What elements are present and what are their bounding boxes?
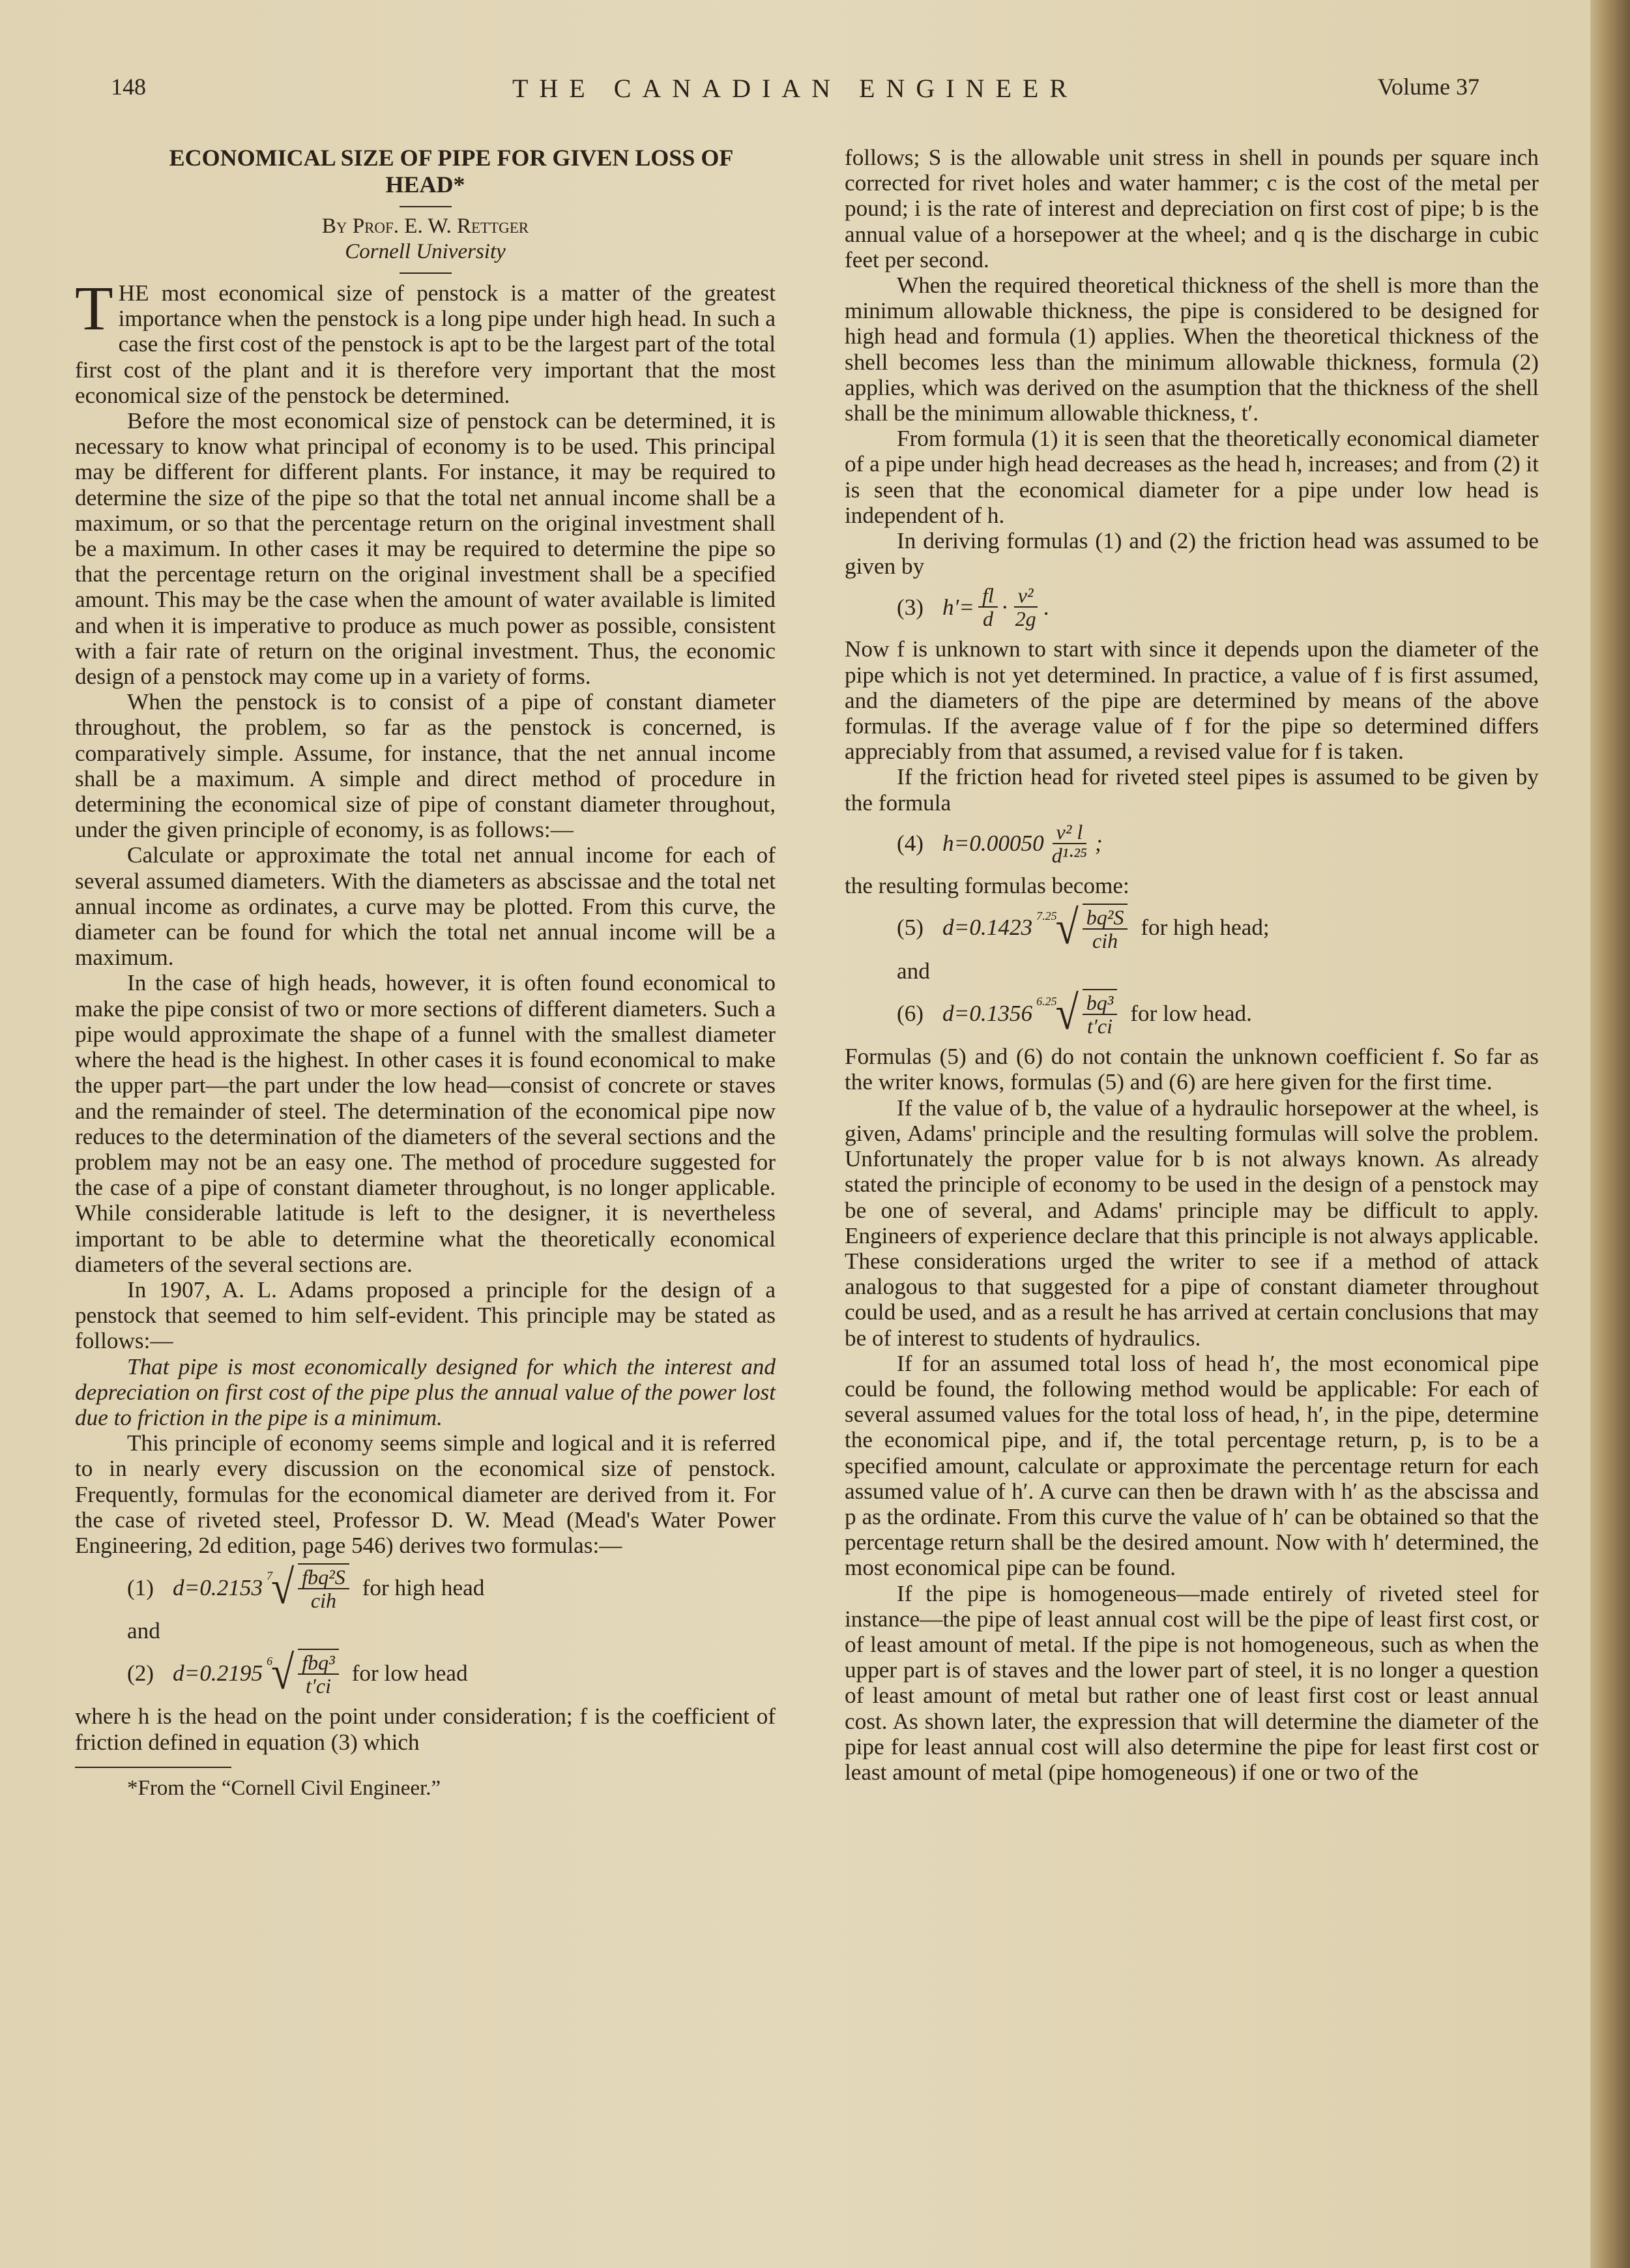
- adams-principle-quote: That pipe is most economically designed for which the interest and depreciation on first cost of the pipe plus the annual value of the power lost due to friction in the pipe is a minimum.: [75, 1353, 776, 1430]
- radical: [267, 1560, 353, 1614]
- formula-number: (3): [897, 594, 924, 620]
- paragraph-r5: Now f is unknown to start with since it depends upon the diameter of the pipe which is not yet determined. In practice, a value of f is first assumed, and the diameters of the pipe are determined by means of the above formulas. If the average value of f for the pipe so determined differs appreciably from that assumed, a revised value for f is taken.: [845, 636, 1539, 765]
- paragraph-r4: In deriving formulas (1) and (2) the friction head was assumed to be given by: [845, 528, 1539, 580]
- publication-title: THE CANADIAN ENGINEER: [512, 74, 1079, 103]
- numerator: bq³: [1083, 992, 1118, 1015]
- formula-condition: for low head.: [1130, 1000, 1252, 1026]
- denominator: t′ci: [305, 1674, 331, 1698]
- formula-number: (2): [127, 1660, 154, 1686]
- paragraph-3: When the penstock is to consist of a pipe of constant diameter throughout, the problem, so far as the penstock is concerned, is comparatively simple. Assume, for instance, that the net annual income shall be a maximum. A simple and direct method of procedure in determining the economical size of pipe of constant diameter throughout, under the given principle of economy, is as follows:—: [75, 689, 776, 843]
- paragraph-r7: the resulting formulas become:: [845, 872, 1129, 898]
- volume-label: Volume 37: [1377, 74, 1479, 100]
- footnote-rule: [75, 1767, 231, 1768]
- formula-6: [845, 986, 1539, 1040]
- root-index: 6.25: [1036, 995, 1057, 1009]
- root-index: 6: [267, 1655, 273, 1668]
- radical-sign-icon: √: [271, 1560, 295, 1614]
- right-column: [845, 145, 1539, 1785]
- paragraph-r6: If the friction head for riveted steel pipes is assumed to be given by the formula: [845, 764, 1539, 816]
- formula-condition: for low head: [351, 1660, 468, 1686]
- formula-lhs: d=0.2153: [173, 1574, 263, 1600]
- radical-sign-icon: √: [1055, 900, 1079, 954]
- paragraph-4: Calculate or approximate the total net annual income for each of several assumed diameters. With the diameters as abscissae and the total net annual income as ordinates, a curve may be plotted. From this curve, the diameter can be found for which the total net annual income will be a maximum.: [75, 842, 776, 971]
- paragraph-r1: follows; S is the allowable unit stress in shell in pounds per square inch corrected for rivet holes and water hammer; c is the cost of the metal per pound; i is the rate of interest and depreciation on first cost of pipe; b is the annual value of a horsepower at the wheel; and q is the discharge in cubic feet per second.: [845, 145, 1539, 272]
- byline: By Prof. E. W. Rettger: [321, 214, 529, 238]
- formula-number: (6): [897, 1000, 924, 1026]
- denominator: cih: [310, 1589, 337, 1613]
- root-index: 7: [267, 1569, 273, 1583]
- and-connector: and: [127, 1618, 160, 1644]
- formula-1: [75, 1560, 776, 1614]
- numerator: fbq³: [298, 1651, 338, 1675]
- radical-sign-icon: √: [271, 1645, 295, 1700]
- drop-cap: T: [75, 273, 113, 343]
- paragraph-r9: If the value of b, the value of a hydraulic horsepower at the wheel, is given, Adams' principle and the resulting formulas will solve the problem. Unfortunately the proper value for b is not always known. As already stated the principle of economy to be used in the design of a penstock may be one of several, and Adams' principle may be difficult to apply. Engineers of experience declare that this principle is not always applicable. These considerations urged the writer to see if a method of attack analogous to that suggested for a pipe of constant diameter throughout could be used, and as a result he has arrived at certain conclusions that may be of interest to students of hydraulics.: [845, 1095, 1539, 1351]
- left-column: [75, 145, 776, 1801]
- paragraph-r11: If the pipe is homogeneous—made entirely of riveted steel for instance—the pipe of least annual cost will be the pipe of least first cost, or of least amount of metal. If the pipe is not homogeneous, such as when the upper part is of staves and the lower part of steel, it is no longer a question of least amount of metal but rather one of least first cost or least annual cost. As shown later, the expression that will determine the diameter of the pipe for least annual cost will also determine the pipe for least first cost or least amount of metal (pipe homogeneous) if one or two of the: [845, 1580, 1539, 1785]
- paragraph-9: where h is the head on the point under consideration; f is the coefficient of friction defined in equation (3) which: [75, 1703, 776, 1755]
- numerator: fbq²S: [298, 1566, 349, 1589]
- paragraph-8: This principle of economy seems simple and logical and it is referred to in nearly every discussion on the economical size of penstock. Frequently, formulas for the economical diameter are derived from it. For the case of riveted steel, Professor D. W. Mead (Mead's Water Power Engineering, 2d edition, page 546) derives two formulas:—: [75, 1430, 776, 1558]
- formula-lhs: d=0.1356: [942, 1000, 1033, 1026]
- paragraph-6: In 1907, A. L. Adams proposed a principle for the design of a penstock that seemed to him self-evident. This principle may be stated as follows:—: [75, 1276, 776, 1354]
- page-number: 148: [111, 74, 146, 100]
- formula-lhs: h=0.00050: [942, 831, 1044, 857]
- formula-condition: for high head: [362, 1574, 485, 1600]
- page-edge: [1590, 0, 1630, 2268]
- formula-lhs: d=0.2195: [173, 1660, 263, 1686]
- title-rule: [400, 206, 452, 207]
- paragraph-2: Before the most economical size of penstock can be determined, it is necessary to know what principal of economy is to be used. This principal may be different for different plants. For instance, it may be required to determine the size of the pipe so that the total net annual income shall be a maximum, or so that the percentage return on the original investment shall be a maximum. In other cases it may be required to determine the pipe so that the percentage return on the original investment shall be a specified amount. This may be the case when the amount of water available is limited and when it is imperative to produce as much power as possible, consistent with a fair rate of return on the original investment. Thus, the economic design of a penstock may come up in a variety of forms.: [75, 408, 776, 690]
- numerator: bq²S: [1083, 906, 1128, 930]
- paragraph-r3: From formula (1) it is seen that the theoretically economical diameter of a pipe under high head decreases as the head h, increases; and from (2) it is seen that the economical diameter for a pipe under low head is independent of h.: [845, 426, 1539, 528]
- numerator: fl: [978, 584, 998, 608]
- formula-5: [845, 900, 1539, 954]
- denominator: cih: [1092, 929, 1118, 953]
- formula-condition: for high head;: [1141, 915, 1270, 941]
- radical: [1036, 900, 1131, 954]
- paragraph-r8: Formulas (5) and (6) do not contain the unknown coefficient f. So far as the writer knows, formulas (5) and (6) are here given for the first time.: [845, 1044, 1539, 1095]
- formula-number: (1): [127, 1574, 154, 1600]
- and-connector: and: [897, 958, 930, 984]
- denominator: d¹·²⁵: [1051, 843, 1088, 867]
- formula-3: (3) h′= $\frac{fl}{d}$ · $\frac{\text{v²}}{2g}$ .: [897, 583, 1050, 631]
- byline-rule: [400, 272, 452, 274]
- article-title: ECONOMICAL SIZE OF PIPE FOR GIVEN LOSS OF HEAD*: [169, 145, 734, 198]
- formula-number: (5): [897, 915, 924, 941]
- paragraph-r2: When the required theoretical thickness of the shell is more than the minimum allowable thickness, the pipe is considered to be designed for high head and formula (1) applies. When the theoretical thickness of the shell becomes less than the minimum allowable thickness, formula (2) applies, which was derived on the asumption that the thickness of the shell shall be the minimum allowable thickness, t′.: [845, 272, 1539, 426]
- paragraph-5: In the case of high heads, however, it is often found economical to make the pipe consist of two or more sections of different diameters. Such a pipe would approximate the shape of a funnel with the smallest diameter where the head is the highest. In other cases it is found economical to make the upper part—the part under the low head—consist of concrete or staves and the remainder of steel. The determination of the economical pipe now reduces to the determination of the diameters of the several sections and the problem may not be an easy one. The method of procedure suggested for the case of a pipe of constant diameter throughout, is no longer applicable. While considerable latitude is left to the designer, it is nevertheless important to be able to determine what the theoretically economical diameters of the several sections are.: [75, 970, 776, 1277]
- denominator: d: [982, 607, 993, 631]
- formula-4: (4) h=0.00050 $\frac{\text{v² l}}{\text{d¹·²⁵}}$ ;: [897, 819, 1103, 867]
- footnote: *From the “Cornell Civil Engineer.”: [127, 1776, 441, 1800]
- denominator: t′ci: [1087, 1014, 1113, 1038]
- root-index: 7.25: [1036, 909, 1057, 923]
- formula-lhs: d=0.1423: [942, 915, 1033, 941]
- numerator: v² l: [1053, 821, 1087, 844]
- running-head: [111, 73, 1479, 112]
- paragraph-r10: If for an assumed total loss of head h′, the most economical pipe could be found, the following method would be applicable: For each of several assumed values for the total loss of head, h′, in the pipe, determine the economical pipe, and if, the total percentage return, p, is to be a specified amount, calculate or approximate the percentage return for each assumed value of h′. A curve can then be drawn with h′ as the abscissa and p as the ordinate. From this curve the value of h′ can be obtained so that the percentage return shall be the desired amount. Now with h′ determined, the most economical pipe can be found.: [845, 1350, 1539, 1581]
- formula-number: (4): [897, 831, 924, 857]
- denominator: 2g: [1015, 607, 1036, 631]
- formula-lhs: h′=: [942, 594, 975, 620]
- affiliation: Cornell University: [345, 240, 506, 263]
- paragraph-1: THE most economical size of penstock is a matter of the greatest importance when the penstock is a long pipe under high head. In such a case the first cost of the penstock is apt to be the largest part of the total first cost of the plant and it is therefore very important that the most economical size of the penstock be determined.: [75, 273, 776, 408]
- numerator: v²: [1014, 584, 1038, 608]
- radical-sign-icon: √: [1055, 986, 1079, 1040]
- formula-2: [75, 1645, 776, 1700]
- radical: [1036, 986, 1121, 1040]
- radical: [267, 1645, 343, 1700]
